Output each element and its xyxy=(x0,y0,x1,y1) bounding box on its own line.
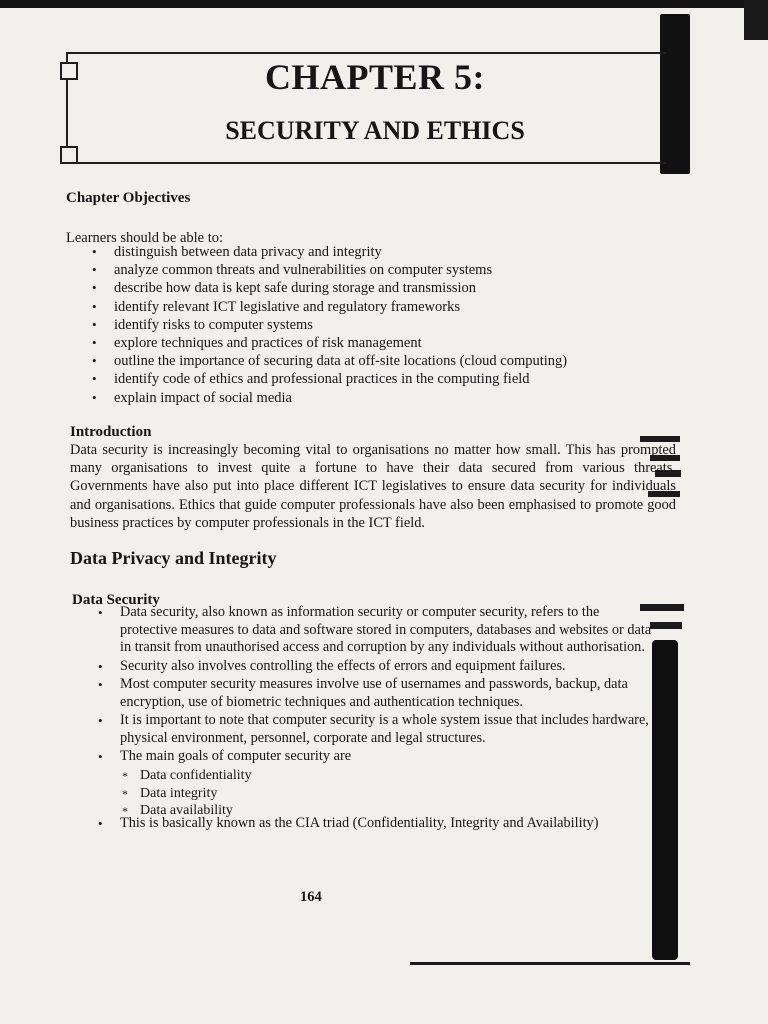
security-goal-item: * Data availability xyxy=(118,802,252,820)
scan-edge-top xyxy=(0,0,768,8)
objective-item: • describe how data is kept safe during storage and transmission xyxy=(88,280,567,298)
objective-item: • explore techniques and practices of risk management xyxy=(88,335,567,353)
section-heading: Data Privacy and Integrity xyxy=(70,548,277,568)
security-goal-item: * Data integrity xyxy=(118,785,252,803)
objectives-lead: Learners should be able to: xyxy=(66,230,224,246)
objective-item: • analyze common threats and vulnerabilities on computer systems xyxy=(88,262,567,280)
data-security-item: • Security also involves controlling the effects of errors and equipment failures. xyxy=(98,658,658,676)
cia-triad-text: • This is basically known as the CIA triad (Confidentiality, Integrity and Availability) xyxy=(98,815,658,833)
objective-item: • identify risks to computer systems xyxy=(88,317,567,335)
introduction-body: Data security is increasingly becoming vital to organisations no matter how small. This has prompted many organisations to invest quite a fortune to have their data secured from various threats. Governments have also put into place different ICT legislatives to ensure data security for individuals and organisations. Ethics that guide computer professionals have also been emphasised to promote good business practices by computer professionals in the ICT field. xyxy=(70,442,676,531)
data-security-item: • Most computer security measures involve use of usernames and passwords, backup, data encryption, use of biometric techniques and authentication techniques. xyxy=(98,676,658,711)
objective-item: • identify relevant ICT legislative and regulatory frameworks xyxy=(88,299,567,317)
frame-corner-ornament xyxy=(60,62,78,80)
introduction-heading: Introduction xyxy=(70,424,152,440)
chapter-title: CHAPTER 5: xyxy=(265,57,485,97)
objective-item: • distinguish between data privacy and integrity xyxy=(88,244,567,262)
objectives-list xyxy=(88,244,567,408)
objectives-heading: Chapter Objectives xyxy=(66,190,191,206)
cia-triad-note xyxy=(98,815,658,834)
data-security-item: • It is important to note that computer security is a whole system issue that includes hardware, physical environment, personnel, corporate and legal structures. xyxy=(98,712,658,747)
scan-edge-corner xyxy=(744,0,768,40)
data-security-heading: Data Security xyxy=(72,592,160,608)
data-security-item: • Data security, also known as information security or computer security, refers to the protective measures to data and software stored in computers, databases and websites or data in transit from unauthorised access and corruption by any individuals without authorisation. xyxy=(98,604,658,657)
scan-smudge xyxy=(410,962,690,965)
security-goal-item: * Data confidentiality xyxy=(118,767,252,785)
objective-item: • outline the importance of securing data at off-site locations (cloud computing) xyxy=(88,353,567,371)
page-number: 164 xyxy=(300,889,322,905)
chapter-subtitle: SECURITY AND ETHICS xyxy=(225,116,525,145)
objective-item: • identify code of ethics and professional practices in the computing field xyxy=(88,371,567,389)
data-security-list xyxy=(98,604,658,767)
security-goals-list xyxy=(118,767,252,820)
frame-corner-ornament xyxy=(60,146,78,164)
data-security-item: • The main goals of computer security are xyxy=(98,748,658,766)
objective-item: • explain impact of social media xyxy=(88,390,567,408)
